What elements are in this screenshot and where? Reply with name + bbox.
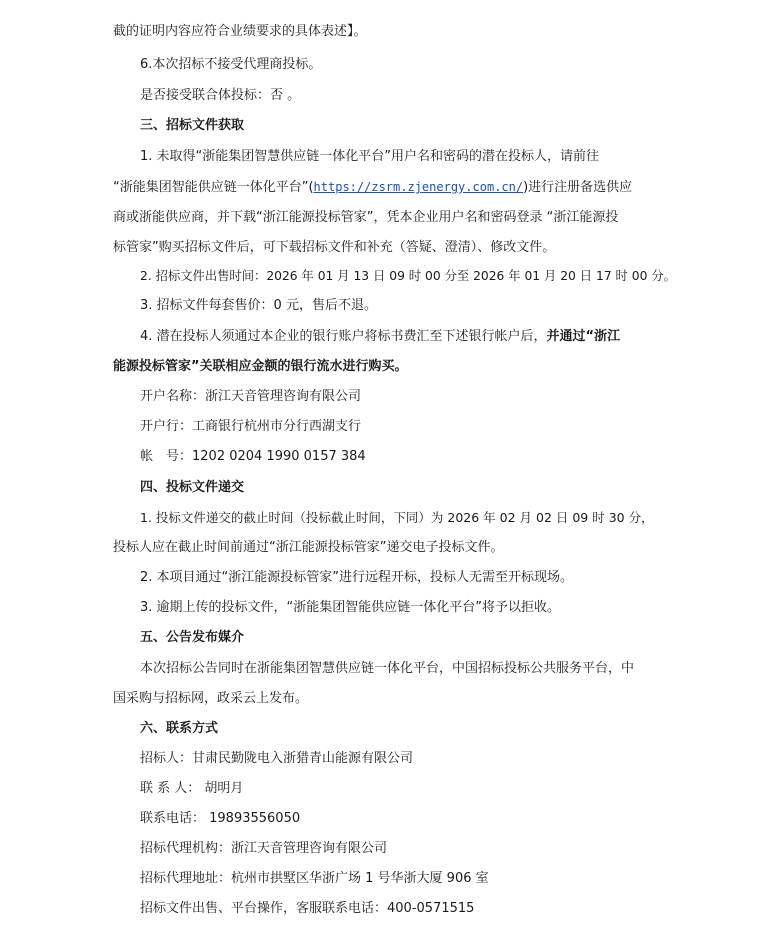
- text-line: 商或浙能供应商，并下载“浙江能源投标管家”，凭本企业用户名和密码登录 “浙江能源投: [113, 210, 619, 225]
- text-line: 是否接受联合体投标：否 。: [140, 88, 301, 103]
- text-line: 开户名称：浙江天音管理咨询有限公司: [140, 389, 362, 404]
- text-line: 1. 投标文件递交的截止时间（投标截止时间，下同）为 2026 年 02 月 02 日 09 时 30 分，: [140, 510, 654, 525]
- text-line: [140, 327, 620, 347]
- text-line: 截的证明内容应符合业绩要求的具体表述】。: [113, 24, 367, 39]
- text-line: 招标文件出售、平台操作，客服联系电话：400-0571515: [140, 901, 475, 916]
- text-line: 3. 逾期上传的投标文件，“浙能集团智能供应链一体化平台”将予以拒收。: [140, 600, 561, 615]
- text-line: 标管家”购买招标文件后，可下载招标文件和补充（答疑、澄清）、修改文件。: [113, 240, 556, 255]
- text-line: 招标代理机构：浙江天音管理咨询有限公司: [140, 841, 388, 856]
- text-line: 1. 未取得“浙能集团智慧供应链一体化平台”用户名和密码的潜在投标人，请前往: [140, 149, 600, 164]
- text-line: 3. 招标文件每套售价：0 元，售后不退。: [140, 298, 377, 313]
- text-line: 6.本次招标不接受代理商投标。: [140, 57, 322, 72]
- text-line: 本次招标公告同时在浙能集团智慧供应链一体化平台，中国招标投标公共服务平台，中: [140, 661, 635, 676]
- text-line: 国采购与招标网，政采云上发布。: [113, 691, 309, 706]
- section-heading: 五、公告发布媒介: [140, 630, 245, 645]
- text-line-bold: 能源投标管家”关联相应金额的银行流水进行购买。: [113, 359, 408, 374]
- text-line: 2. 招标文件出售时间：2026 年 01 月 13 日 09 时 00 分至 2026 年 01 月 20 日 17 时 00 分。: [140, 269, 676, 283]
- text-span: )进行注册备选供应: [523, 180, 633, 195]
- text-line: 联 系 人： 胡明月: [140, 781, 244, 796]
- section-heading: 四、投标文件递交: [140, 480, 245, 495]
- text-span: “浙能集团智能供应链一体化平台”(: [113, 180, 314, 195]
- text-line: [113, 177, 632, 198]
- section-heading: 六、联系方式: [140, 721, 219, 736]
- text-span-bold: 并通过“浙江: [546, 329, 621, 344]
- text-span: 4. 潜在投标人须通过本企业的银行账户将标书费汇至下述银行帐户后，: [140, 329, 547, 344]
- text-line: 联系电话： 19893556050: [140, 811, 301, 826]
- text-line: 投标人应在截止时间前通过“浙江能源投标管家”递交电子投标文件。: [113, 540, 504, 555]
- section-heading: 三、招标文件获取: [140, 118, 245, 133]
- text-line: 开户行：工商银行杭州市分行西湖支行: [140, 419, 362, 434]
- text-line: 2. 本项目通过“浙江能源投标管家”进行远程开标，投标人无需至开标现场。: [140, 570, 574, 585]
- text-line: 招标人：甘肃民勤陇电入浙猎青山能源有限公司: [140, 751, 414, 766]
- text-line: 帐 号：1202 0204 1990 0157 384: [140, 449, 366, 464]
- platform-link[interactable]: https://zsrm.zjenergy.com.cn/: [313, 180, 524, 194]
- text-line: 招标代理地址：杭州市拱墅区华浙广场 1 号华浙大厦 906 室: [140, 871, 489, 886]
